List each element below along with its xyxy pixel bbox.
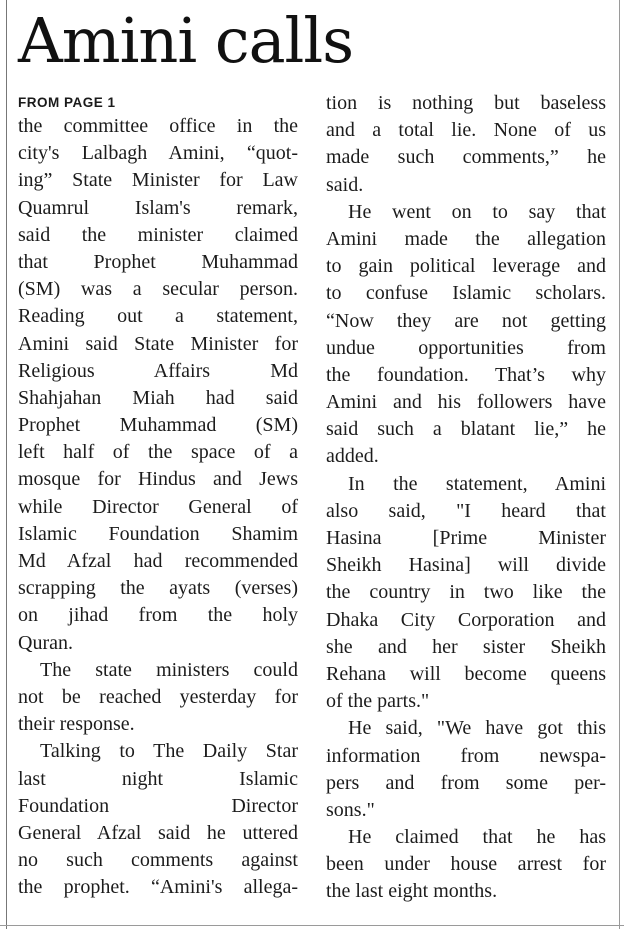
article-text-line: and a total lie. None of us bbox=[326, 119, 606, 142]
article-text-line: scrapping the ayats (verses) bbox=[18, 577, 298, 600]
article-text-line: while Director General of bbox=[18, 495, 298, 518]
article-text-line: Hasina [Prime Minister bbox=[326, 527, 606, 549]
article-text-line: said such a blatant lie,” he bbox=[326, 418, 606, 441]
article-text-line: to gain political leverage and bbox=[326, 255, 606, 278]
article-text-line: Amini and his followers have bbox=[326, 391, 606, 414]
article-text-line: Md Afzal had recommended bbox=[18, 550, 298, 572]
article-column-right bbox=[326, 90, 606, 906]
article-text-line: He went on to say that bbox=[348, 200, 606, 223]
right-border-rule bbox=[619, 0, 620, 929]
article-text-line: He said, "We have got this bbox=[348, 717, 606, 740]
article-text-line: added. bbox=[326, 445, 379, 468]
article-text-line: tion is nothing but baseless bbox=[326, 92, 606, 114]
article-text-line: said the minister claimed bbox=[18, 223, 298, 246]
article-text-line: left half of the space of a bbox=[18, 441, 298, 464]
article-text-line: Reading out a statement, bbox=[18, 305, 298, 328]
article-text-line: Religious Affairs Md bbox=[18, 359, 298, 382]
article-text-line: last night Islamic bbox=[18, 767, 298, 790]
left-border-rule bbox=[6, 0, 7, 929]
article-text-line: Amini made the allegation bbox=[326, 227, 606, 250]
article-text-line: mosque for Hindus and Jews bbox=[18, 468, 298, 491]
article-text-line: she and her sister Sheikh bbox=[326, 635, 606, 658]
article-text-line: In the statement, Amini bbox=[348, 472, 606, 495]
article-text-line: Rehana will become queens bbox=[326, 662, 606, 685]
article-text-line: pers and from some per- bbox=[326, 771, 606, 794]
article-text-line: Quran. bbox=[18, 631, 73, 654]
article-text-line: Talking to The Daily Star bbox=[40, 740, 298, 763]
article-text-line: Dhaka City Corporation and bbox=[326, 608, 606, 631]
article-text-line: “Now they are not getting bbox=[326, 309, 606, 332]
article-text-line: been under house arrest for bbox=[326, 853, 606, 876]
article-text-line: the country in two like the bbox=[326, 581, 606, 604]
article-text-line: Shahjahan Miah had said bbox=[18, 386, 298, 409]
article-text-line: Sheikh Hasina] will divide bbox=[326, 554, 606, 577]
article-text-line: He claimed that he has bbox=[348, 826, 606, 849]
article-text-line: to confuse Islamic scholars. bbox=[326, 282, 606, 305]
article-text-line: of the parts." bbox=[326, 690, 430, 713]
article-text-line: said. bbox=[326, 173, 364, 196]
headline: Amini calls bbox=[18, 4, 354, 77]
kicker-from-page-1: FROM PAGE 1 bbox=[18, 95, 116, 110]
article-text-line: also said, "I heard that bbox=[326, 499, 606, 522]
article-text-line: The state ministers could bbox=[40, 658, 298, 681]
article-text-line: Quamrul Islam's remark, bbox=[18, 196, 298, 219]
article-text-line: Islamic Foundation Shamim bbox=[18, 522, 298, 545]
article-text-line: the foundation. That’s why bbox=[326, 363, 606, 386]
article-text-line: city's Lalbagh Amini, “quot- bbox=[18, 142, 298, 165]
article-text-line: sons." bbox=[326, 798, 375, 821]
article-text-line: (SM) was a secular person. bbox=[18, 278, 298, 301]
article-text-line: ing” State Minister for Law bbox=[18, 169, 298, 192]
article-text-line: General Afzal said he uttered bbox=[18, 821, 298, 844]
article-text-line: the prophet. “Amini's allega- bbox=[18, 876, 298, 899]
article-text-line: Foundation Director bbox=[18, 794, 298, 817]
article-text-line: the last eight months. bbox=[326, 880, 498, 903]
article-text-line: undue opportunities from bbox=[326, 336, 606, 359]
bottom-border-rule bbox=[0, 925, 624, 926]
article-text-line: that Prophet Muhammad bbox=[18, 250, 298, 273]
article-text-line: Amini said State Minister for bbox=[18, 332, 298, 355]
article-text-line: Prophet Muhammad (SM) bbox=[18, 414, 298, 437]
article-column-left bbox=[18, 113, 298, 901]
article-text-line: not be reached yesterday for bbox=[18, 685, 298, 708]
article-text-line: information from newspa- bbox=[326, 744, 606, 767]
article-text-line: no such comments against bbox=[18, 849, 298, 872]
article-text-line: their response. bbox=[18, 713, 135, 736]
article-text-line: made such comments,” he bbox=[326, 146, 606, 169]
article-text-line: the committee office in the bbox=[18, 115, 298, 137]
article-text-line: on jihad from the holy bbox=[18, 604, 298, 627]
